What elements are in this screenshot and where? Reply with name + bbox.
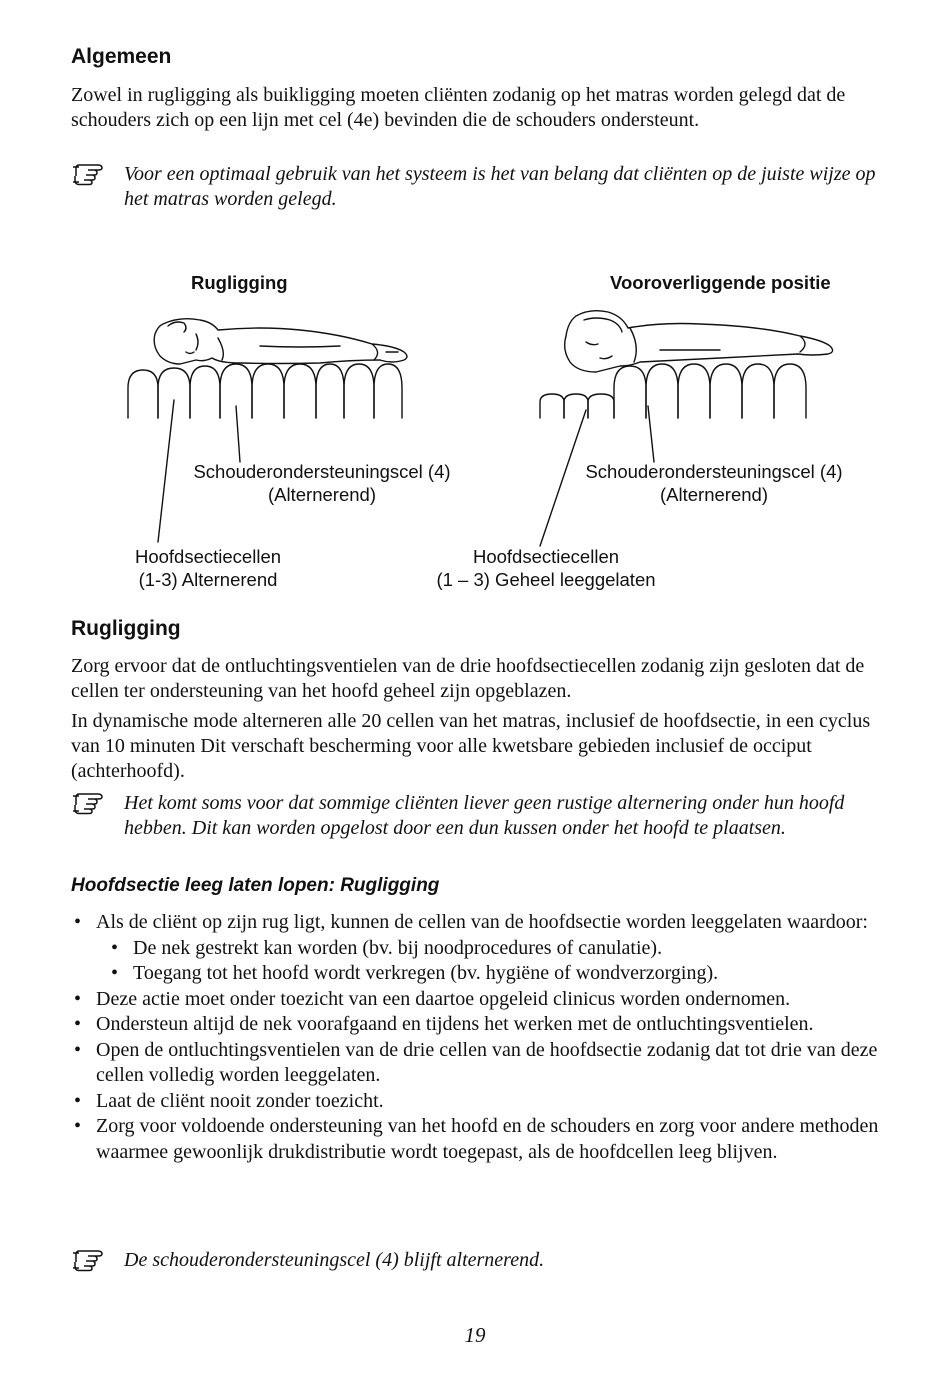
left-shoulder-label-line2: (Alternerend) [268, 484, 376, 505]
right-shoulder-label [564, 460, 864, 506]
right-head-label-line2: (1 – 3) Geheel leeggelaten [436, 569, 656, 590]
left-shoulder-label-line1: Schouderondersteuningscel (4) [193, 461, 451, 482]
note-text: Het komt soms voor dat sommige cliënten liever geen rustige alternering onder hun hoofd hebben. Dit kan worden opgelost door een dun kussen onder het hoofd te plaatsen. [124, 792, 845, 839]
mattress-right [540, 364, 806, 418]
heading-algemeen: Algemeen [71, 45, 172, 68]
left-head-label-line1: Hoofdsectiecellen [134, 546, 282, 567]
note-text: De schouderondersteuningscel (4) blijft alternerend. [124, 1249, 545, 1271]
heading-rugligging: Rugligging [71, 617, 181, 640]
paragraph-rugligging-2: In dynamische mode alterneren alle 20 cellen van het matras, inclusief de hoofdsectie, in een cyclus van 10 minuten Dit verschaft bescherming voor alle kwetsbare gebieden inclusief de occiput (achterhoofd). [71, 710, 871, 782]
left-shoulder-label [172, 460, 472, 506]
page-number: 19 [464, 1323, 486, 1347]
list-item: • Ondersteun altijd de nek voorafgaand en tijdens het werken met de ontluchtingsventielen. [71, 1012, 891, 1038]
diagram-title-vooroverliggend: Vooroverliggende positie [610, 272, 831, 293]
pointing-hand-icon [71, 1248, 107, 1272]
list-item: • De nek gestrekt kan worden (bv. bij noodprocedures of canulatie). [71, 936, 891, 962]
paragraph-rugligging-1: Zorg ervoor dat de ontluchtingsventielen van de drie hoofdsectiecellen zodanig zijn gesloten dat de cellen ter ondersteuning van het hoofd geheel zijn opgeblazen. [71, 655, 865, 702]
list-item: • Deze actie moet onder toezicht van een daartoe opgeleid clinicus worden ondernomen. [71, 987, 891, 1013]
list-item: • Zorg voor voldoende ondersteuning van het hoofd en de schouders en zorg voor andere methoden waarmee gewoonlijk drukdistributie wordt toegepast, als de hoofdcellen leeg blijven. [71, 1114, 891, 1165]
note-rugligging [71, 791, 881, 841]
note-algemeen [71, 162, 881, 212]
list-item: • Open de ontluchtingsventielen van de drie cellen van de hoofdsectie zodanig dat tot drie van deze cellen volledig worden leeggelaten. [71, 1038, 891, 1089]
bullet-list [71, 910, 891, 1165]
diagram-title-rugligging: Rugligging [191, 272, 288, 293]
right-head-label-line1: Hoofdsectiecellen [472, 546, 620, 567]
right-head-label [416, 545, 676, 591]
pointing-hand-icon [71, 162, 107, 186]
list-item: • Laat de cliënt nooit zonder toezicht. [71, 1089, 891, 1115]
right-shoulder-label-line2: (Alternerend) [660, 484, 768, 505]
note-hoofdsectie [71, 1248, 881, 1273]
paragraph-algemeen: Zowel in rugligging als buikligging moeten cliënten zodanig op het matras worden gelegd dat de schouders zich op een lijn met cel (4e) bevinden die de schouders ondersteunt. [71, 84, 846, 131]
subheading-hoofdsectie: Hoofdsectie leeg laten lopen: Rugligging [71, 875, 440, 896]
pointing-hand-icon [71, 791, 107, 815]
left-head-label [108, 545, 308, 591]
list-item: • Als de cliënt op zijn rug ligt, kunnen de cellen van de hoofdsectie worden leeggelaten waardoor: [71, 910, 891, 936]
mattress-left [128, 364, 402, 418]
left-head-label-line2: (1-3) Alternerend [138, 569, 278, 590]
person-supine-icon [154, 319, 407, 364]
person-prone-icon [565, 311, 833, 372]
right-shoulder-label-line1: Schouderondersteuningscel (4) [585, 461, 843, 482]
mattress-positions-diagram [0, 260, 950, 600]
list-item: • Toegang tot het hoofd wordt verkregen (bv. hygiëne of wondverzorging). [71, 961, 891, 987]
note-text: Voor een optimaal gebruik van het systeem is het van belang dat cliënten op de juiste wijze op het matras worden gelegd. [124, 163, 876, 210]
